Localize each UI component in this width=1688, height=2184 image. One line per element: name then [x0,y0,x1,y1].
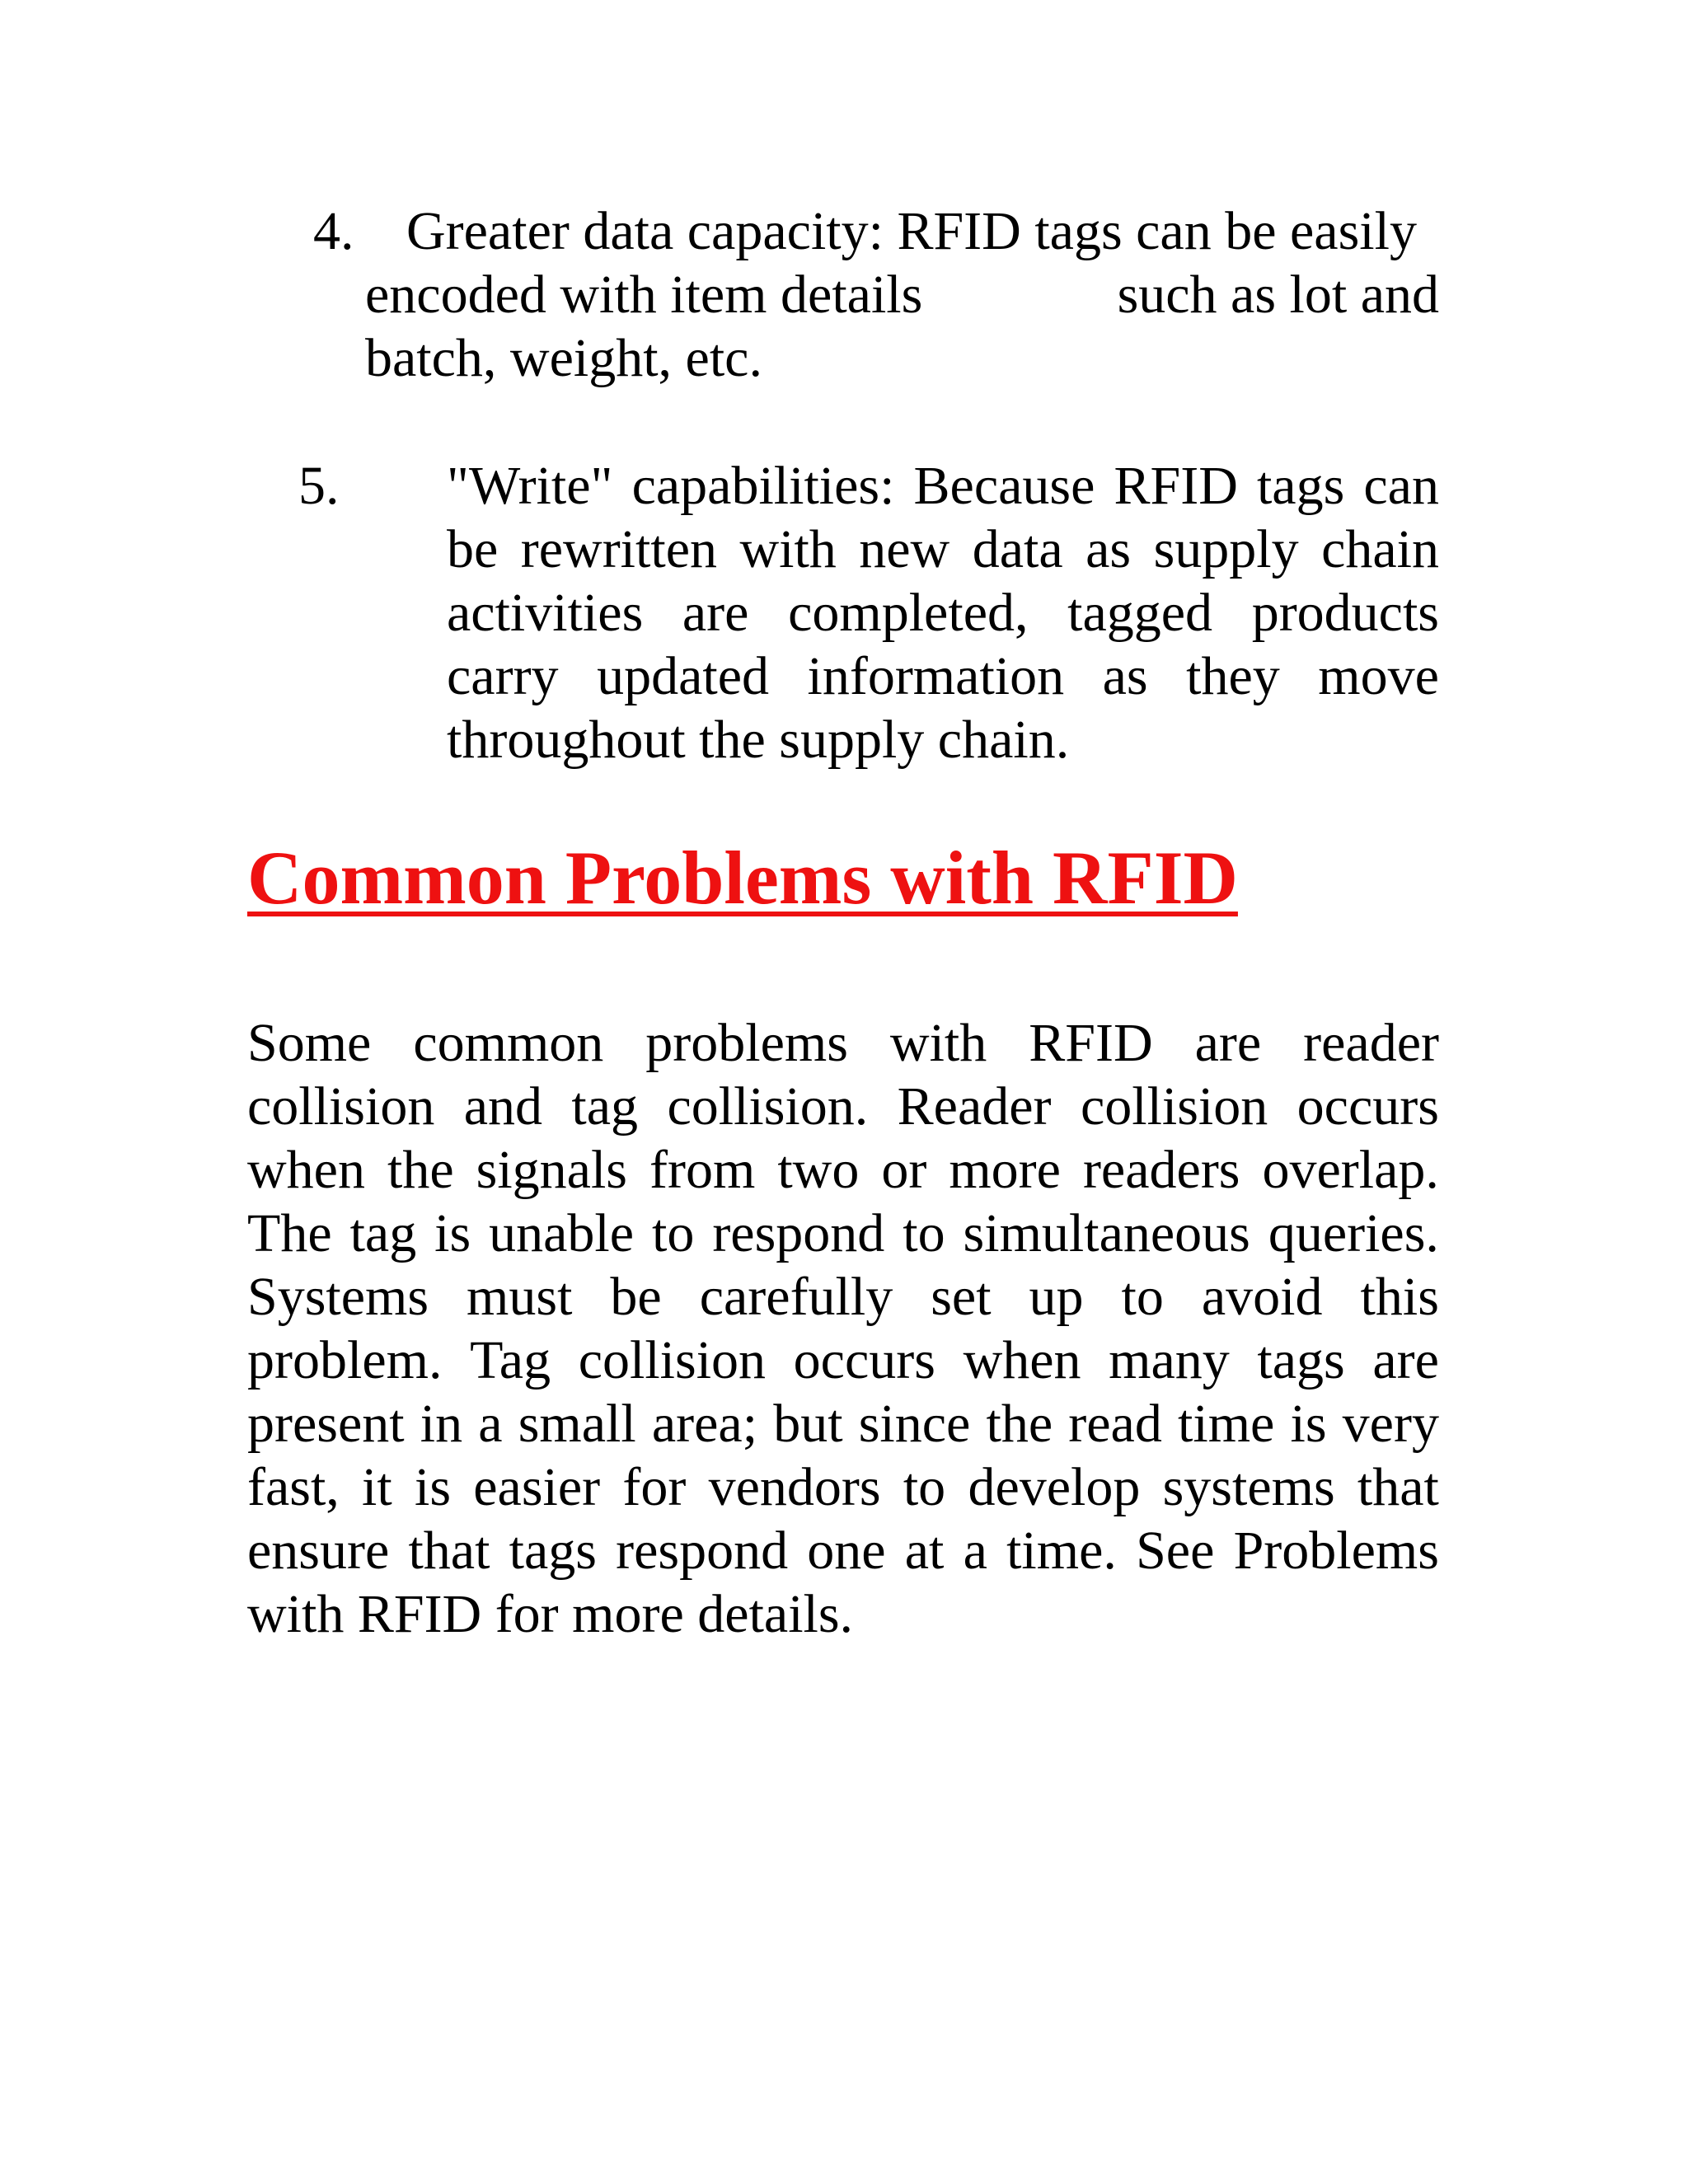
paragraph-line [247,1455,1439,1519]
word: reader [1303,1013,1439,1073]
paragraph-line [247,1392,1439,1455]
word: queries. [1268,1203,1439,1263]
word: when [963,1330,1081,1390]
word: tagged [1067,583,1213,643]
word: The [247,1203,332,1263]
word: as [1085,519,1132,579]
word: new [859,519,950,579]
word: respond [616,1521,789,1581]
word: and [463,1076,543,1137]
word: information [807,646,1065,706]
word: products [1251,583,1439,643]
list-item-text-line [447,518,1439,581]
word: to [1121,1267,1164,1327]
word: problems [645,1013,848,1073]
list-item-text-segment: such as lot and [1117,265,1439,325]
word: avoid [1201,1267,1323,1327]
word: RFID [1029,1013,1153,1073]
word: tag [349,1203,417,1263]
word: fast, [247,1457,340,1517]
word: is [414,1457,452,1517]
word: easier [473,1457,601,1517]
word: tags [509,1521,597,1581]
word: to [903,1457,946,1517]
paragraph-line [247,1075,1439,1138]
word: common [413,1013,604,1073]
word: time [1178,1394,1275,1454]
word: as [1102,646,1148,706]
word: activities [447,583,644,643]
word: from [649,1140,756,1200]
word: are [682,583,749,643]
word: unable [489,1203,635,1263]
word: a [478,1394,503,1454]
word: be [610,1267,662,1327]
section-heading: Common Problems with RFID [247,836,1238,920]
word: is [1290,1394,1327,1454]
word: signals [476,1140,627,1200]
word: area; [651,1394,758,1454]
word: to [903,1203,945,1263]
word: tag [571,1076,639,1137]
word: is [434,1203,471,1263]
word: supply [1153,519,1299,579]
word: time. [1006,1521,1117,1581]
word: collision [578,1330,767,1390]
word: set [931,1267,992,1327]
word: this [1360,1267,1439,1327]
word: systems [1162,1457,1335,1517]
word: can [1363,456,1439,516]
word: a [963,1521,987,1581]
word: very [1342,1394,1439,1454]
paragraph-line [247,1265,1439,1329]
word: chain [1321,519,1439,579]
word: small [518,1394,636,1454]
word: See [1136,1521,1215,1581]
word: Problems [1233,1521,1439,1581]
word: that [408,1521,490,1581]
word: Reader [897,1076,1052,1137]
word: "Write" [447,456,613,516]
word: they [1186,646,1280,706]
word: Because [913,456,1095,516]
word: rewritten [520,519,717,579]
word: overlap. [1262,1140,1439,1200]
word: collision [247,1076,435,1137]
word: at [904,1521,945,1581]
paragraph-line [247,1138,1439,1202]
list-item-text-line: throughout the supply chain. [447,710,1070,770]
word: for [622,1457,687,1517]
word: occurs [793,1330,935,1390]
word: more [949,1140,1061,1200]
word: when [247,1140,365,1200]
list-item-text-line [365,263,1439,326]
list-item-text-line: Greater data capacity: RFID tags can be easily [406,201,1417,261]
word: up [1029,1267,1084,1327]
word: capabilities: [631,456,895,516]
word: read [1068,1394,1162,1454]
word: be [447,519,499,579]
word: problem. [247,1330,443,1390]
word: or [881,1140,927,1200]
word: ensure [247,1521,390,1581]
word: carry [447,646,559,706]
list-item-text-line [447,644,1439,708]
word: with [739,519,837,579]
word: the [387,1140,454,1200]
word: tags [1256,456,1345,516]
paragraph-line [247,1202,1439,1265]
list-item-text [447,454,1439,771]
word: readers [1082,1140,1240,1200]
word: tags [1257,1330,1345,1390]
word: must [467,1267,573,1327]
body-paragraph [247,1011,1439,1646]
paragraph-line [247,1329,1439,1392]
word: RFID [1114,456,1238,516]
word: vendors [708,1457,881,1517]
word: to [652,1203,695,1263]
word: Systems [247,1267,429,1327]
word: present [247,1394,405,1454]
list-item-text-line: batch, weight, etc. [365,328,762,388]
word: two [777,1140,860,1200]
word: carefully [699,1267,893,1327]
word: simultaneous [963,1203,1250,1263]
word: collision. [667,1076,869,1137]
word: are [1372,1330,1439,1390]
word: completed, [788,583,1029,643]
list-item-text-line [447,454,1439,518]
word: move [1318,646,1439,706]
paragraph-line [247,1011,1439,1075]
word: data [972,519,1063,579]
list-item-number: 4. [313,201,354,261]
word: but [773,1394,843,1454]
word: in [420,1394,463,1454]
word: updated [597,646,769,706]
paragraph-line [247,1519,1439,1582]
word: respond [712,1203,885,1263]
word: the [986,1394,1053,1454]
word: one [807,1521,886,1581]
paragraph-line: with RFID for more details. [247,1584,854,1644]
word: that [1357,1457,1439,1517]
word: collision [1080,1076,1268,1137]
list-item-text-segment: encoded with item details [365,265,923,325]
word: with [889,1013,987,1073]
word: Tag [470,1330,551,1390]
word: many [1109,1330,1230,1390]
word: Some [247,1013,372,1073]
word: occurs [1296,1076,1439,1137]
list-item-number: 5. [298,456,340,516]
word: develop [968,1457,1141,1517]
word: since [858,1394,971,1454]
word: are [1194,1013,1262,1073]
list-item-text-line [447,581,1439,644]
word: it [362,1457,392,1517]
